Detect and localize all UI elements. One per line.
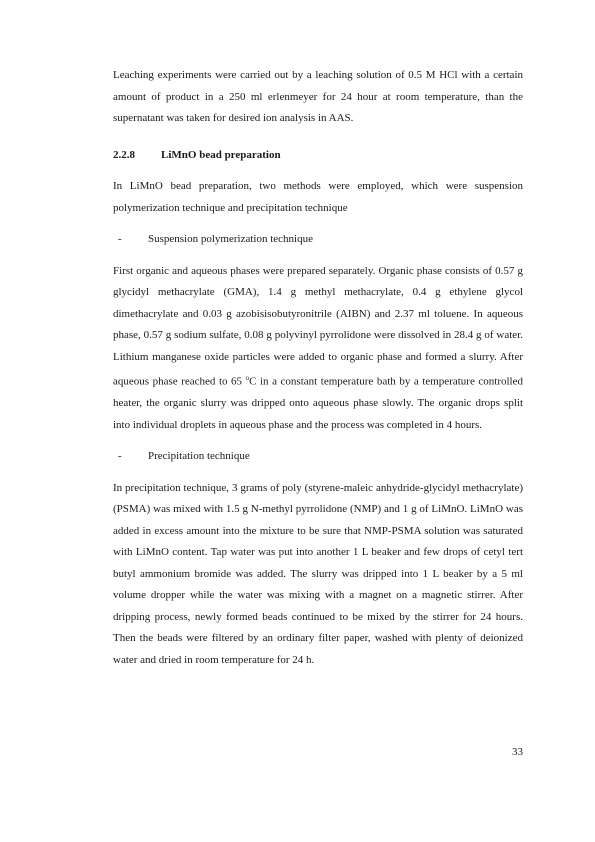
paragraph-suspension-part1: First organic and aqueous phases were prepared separately. Organic phase consists of 0.57 g glycidyl methacrylate (GMA), 1.4 g methyl methacrylate, 0.4 g ethylene glycol dimethacrylate and 0.03 g azobisisobutyronitrile (AIBN) and 2.37 ml toluene. In aqueous phase, 0.57 g sodium sulfate, 0.08 g polyvinyl pyrrolidone were dissolved in 28.4 g of water. Lithium manganese oxide particles were added to organic phase and formed a slurry. After aqueous phase reached to 65 <box>113 264 523 388</box>
bullet-suspension <box>113 229 523 251</box>
paragraph-leaching: Leaching experiments were carried out by a leaching solution of 0.5 M HCl with a certain amount of product in a 250 ml erlenmeyer for 24 hour at room temperature, than the supernatant was taken for desired ion analysis in AAS. <box>113 69 523 124</box>
bullet-label: Suspension polymerization technique <box>148 233 313 245</box>
paragraph-intro: In LiMnO bead preparation, two methods were employed, which were suspension polymerization technique and precipitation technique <box>113 180 523 214</box>
section-title: LiMnO bead preparation <box>161 148 281 161</box>
paragraph-suspension <box>113 261 523 437</box>
page-content <box>113 65 523 671</box>
paragraph-precipitation: In precipitation technique, 3 grams of poly (styrene-maleic anhydride-glycidyl methacrylate) (PSMA) was mixed with 1.5 g N-methyl pyrrolidone (NMP) and 1 g of LiMnO. LiMnO was added in excess amount into the mixture to be sure that NMP-PSMA solution was saturated with LiMnO content. Tap water was put into another 1 L beaker and few drops of cetyl tert butyl ammonium bromide was added. The slurry was dripped into 1 L beaker by a 5 ml volume dropper while the water was mixing with a magnet on a magnetic stirrer. After dripping process, newly formed beads continued to be mixed by the stirrer for 24 hours. Then the beads were filtered by an ordinary filter paper, washed with plenty of deionized water and dried in room temperature for 24 h. <box>113 481 523 666</box>
bullet-dash: - <box>118 450 122 463</box>
section-number: 2.2.8 <box>113 148 135 161</box>
section-heading <box>113 145 523 167</box>
paragraph-suspension-part2: C in a constant temperature bath by a temperature controlled heater, the organic slurry was dripped onto aqueous phase slowly. The organic drops split into individual droplets in aqueous phase and the process was completed in 4 hours. <box>113 375 523 431</box>
degree-superscript: o <box>245 374 250 382</box>
bullet-label: Precipitation technique <box>148 450 250 463</box>
bullet-dash: - <box>118 233 122 245</box>
bullet-precipitation <box>113 446 523 468</box>
page-number: 33 <box>512 746 523 758</box>
